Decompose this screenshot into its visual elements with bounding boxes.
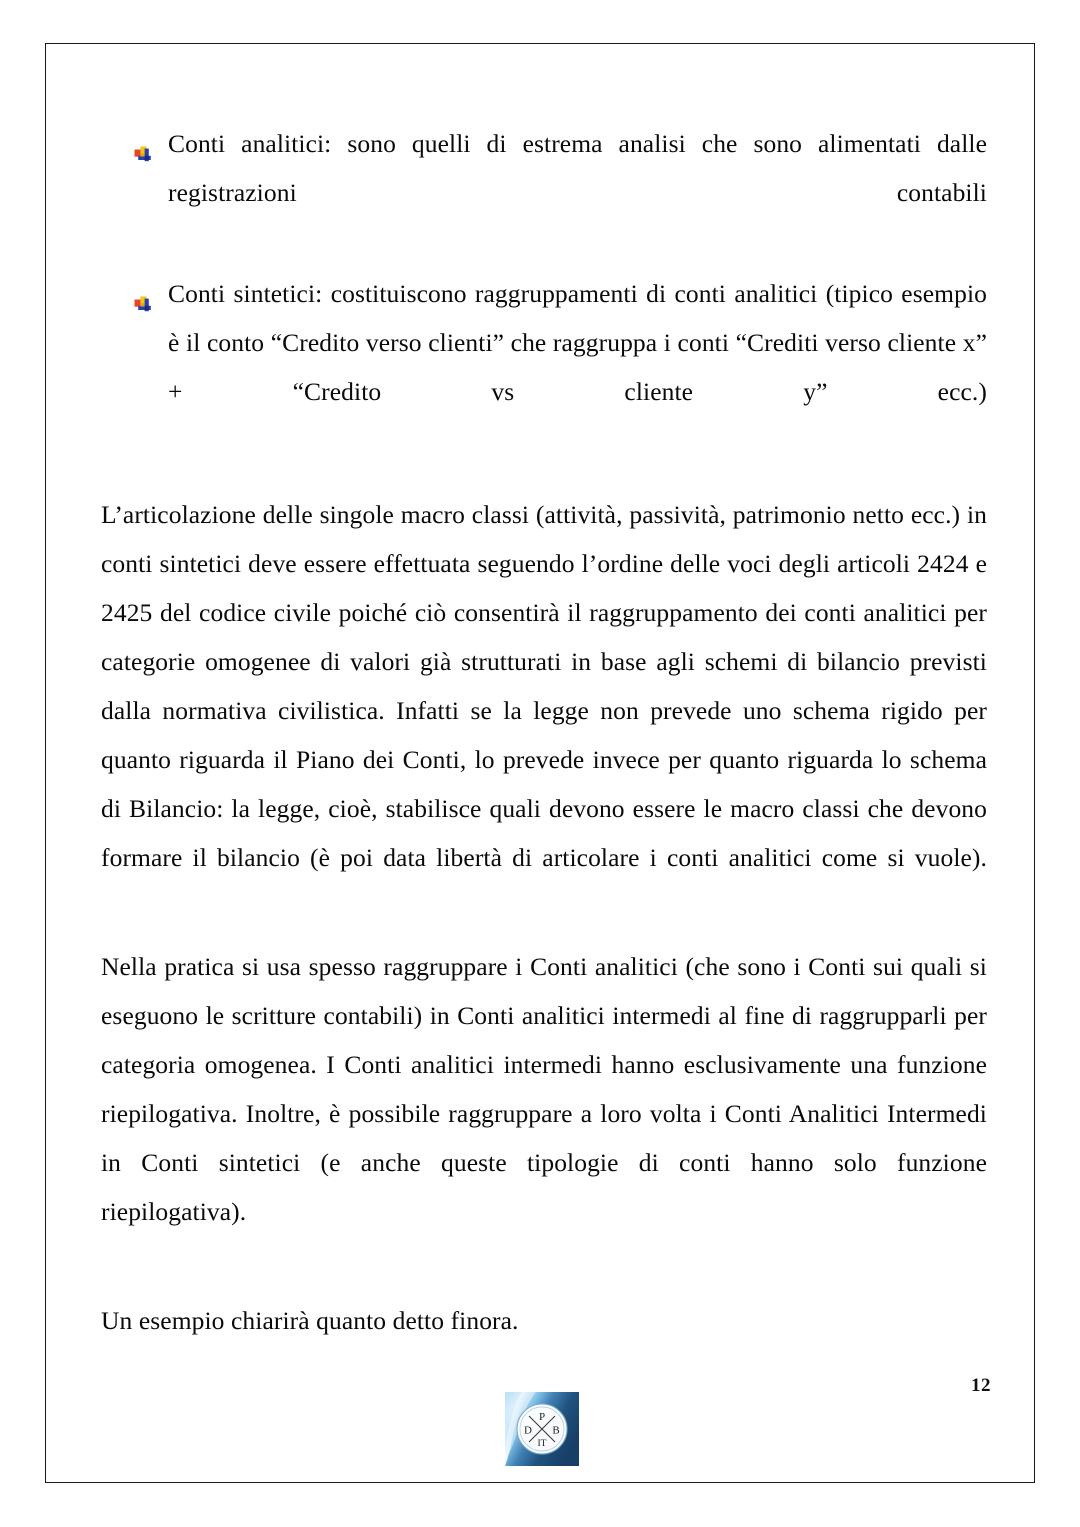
four-color-cross-bullet-icon	[134, 282, 153, 301]
body-paragraph-1: L’articolazione delle singole macro classi (attività, passività, patrimonio netto ecc.) in conti sintetici deve essere effettuata seguendo l’ordine delle voci degli articoli 2424 e 2425 del codice civile poiché ciò consentirà il raggruppamento dei conti analitici per categorie omogenee di valori già strutturati in base agli schemi di bilancio previsti dalla normativa civilistica. Infatti se la legge non prevede uno schema rigido per quanto riguarda il Piano dei Conti, lo prevede invece per quanto riguarda lo schema di Bilancio: la legge, cioè, stabilisce quali devono essere le macro classi che devono formare il bilancio (è poi data libertà di articolare i conti analitici come si vuole).	[101, 500, 987, 872]
logo-letter-top: P	[538, 1411, 546, 1423]
spacer	[101, 1285, 987, 1296]
page-footer	[45, 1355, 1035, 1485]
body-paragraph-3: Un esempio chiarirà quanto detto finora.	[101, 1306, 519, 1335]
bullet-list	[101, 119, 987, 465]
page-number: 12	[971, 1375, 991, 1396]
list-item	[101, 269, 987, 465]
list-item-label: Conti sintetici: costituiscono raggruppamenti di conti analitici (tipico esempio è il conto “Credito verso clienti” che raggruppa i conti “Crediti verso cliente x” + “Credito vs cliente y” ecc.)	[168, 279, 987, 406]
spacer	[101, 931, 987, 942]
logo-letter-bottom: IT	[537, 1439, 547, 1449]
logo-letter-left: D	[524, 1424, 532, 1437]
spacer	[101, 468, 987, 490]
list-item	[101, 119, 987, 266]
pdbit-circle-logo	[504, 1391, 580, 1467]
page-frame	[45, 43, 1035, 1483]
four-color-cross-bullet-icon	[134, 132, 153, 151]
page-content	[101, 119, 987, 1345]
list-item-label: Conti analitici: sono quelli di estrema analisi che sono alimentati dalle registrazioni contabili	[168, 129, 987, 207]
logo-letter-right: B	[552, 1424, 560, 1437]
body-paragraph-2: Nella pratica si usa spesso raggruppare i Conti analitici (che sono i Conti sui quali si eseguono le scritture contabili) in Conti analitici intermedi al fine di raggrupparli per categoria omogenea. I Conti analitici intermedi hanno esclusivamente una funzione riepilogativa. Inoltre, è possibile raggruppare a loro volta i Conti Analitici Intermedi in Conti sintetici (e anche queste tipologie di conti hanno solo funzione riepilogativa).	[101, 952, 987, 1226]
